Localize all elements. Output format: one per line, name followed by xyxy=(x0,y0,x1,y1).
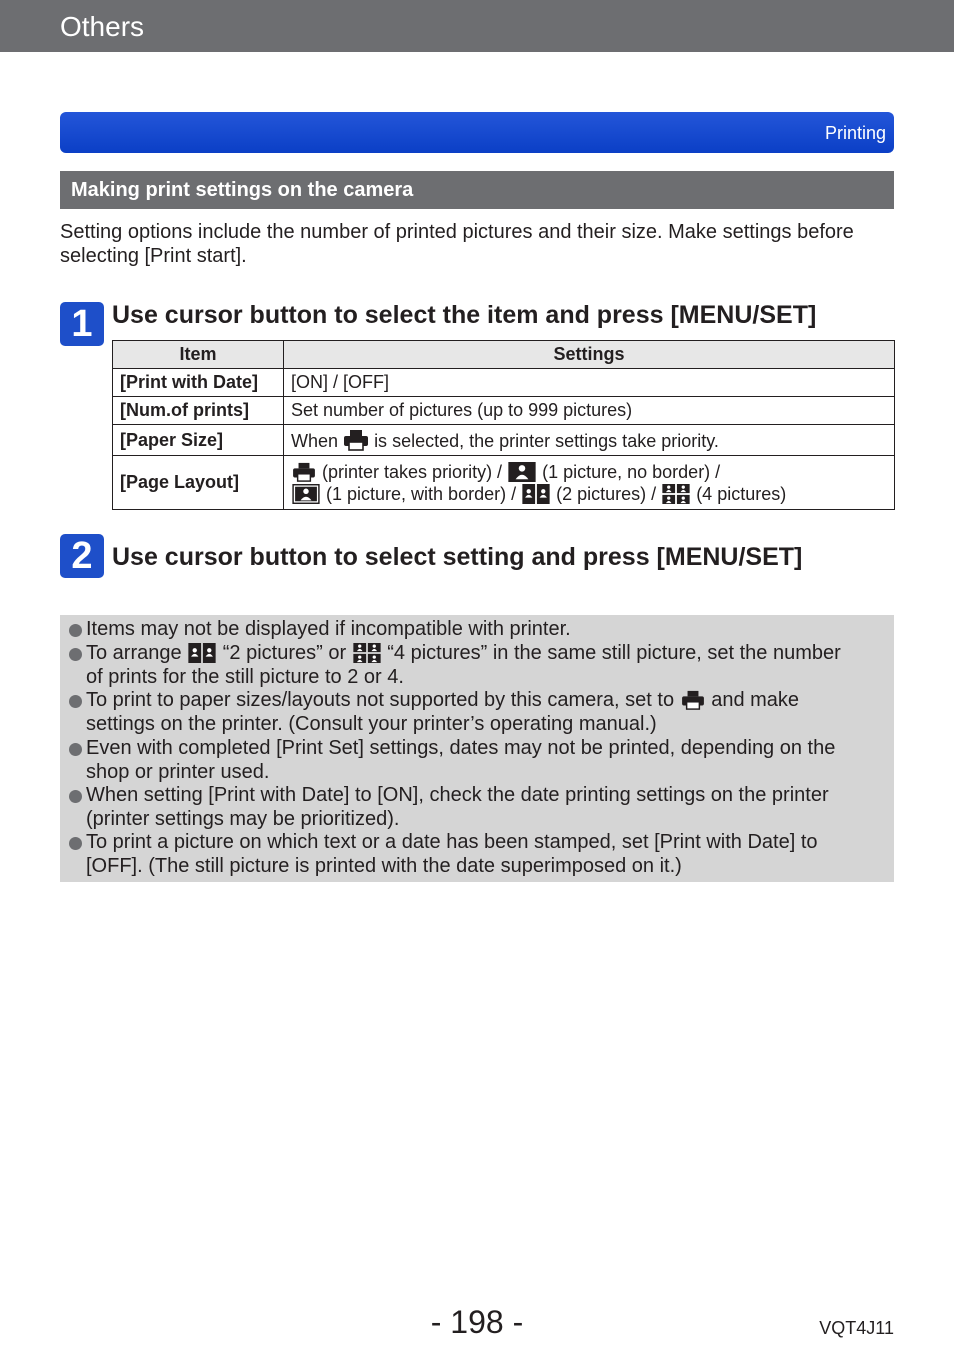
row-item: [Print with Date] xyxy=(113,369,284,397)
printer-icon xyxy=(343,429,369,451)
model-code: VQT4J11 xyxy=(819,1318,894,1338)
table-row xyxy=(113,369,895,397)
bullet-icon xyxy=(69,648,82,661)
list-item: Even with completed [Print Set] settings, dates may not be printed, depending on the shop or printer used. xyxy=(86,737,892,784)
bullet-icon xyxy=(69,624,82,637)
list-item: To print a picture on which text or a date has been stamped, set [Print with Date] to [OFF]. (The still picture is printed with the date superimposed on it.) xyxy=(86,831,892,878)
printer-icon xyxy=(680,690,706,710)
two-pictures-icon xyxy=(521,484,551,504)
one-picture-with-border-icon xyxy=(291,484,321,504)
list-item: When setting [Print with Date] to [ON], check the date printing settings on the printer (printer settings may be prioritized). xyxy=(86,784,892,831)
table-header-settings: Settings xyxy=(284,341,895,369)
list-item: Items may not be displayed if incompatible with printer. xyxy=(86,618,892,642)
settings-table xyxy=(112,340,895,510)
table-row xyxy=(113,425,895,456)
step-1-badge: 1 xyxy=(60,302,104,346)
table-header-item: Item xyxy=(113,341,284,369)
page-number: - 198 - xyxy=(430,1304,524,1340)
four-pictures-icon xyxy=(352,643,382,663)
step-2-title: Use cursor button to select setting and press [MENU/SET] xyxy=(112,543,803,571)
header-bar xyxy=(0,0,954,52)
category-label: Printing xyxy=(824,123,886,143)
one-picture-no-border-icon xyxy=(507,462,537,482)
row-item: [Page Layout] xyxy=(113,456,284,510)
bullet-icon xyxy=(69,790,82,803)
row-item: [Num.of prints] xyxy=(113,397,284,425)
bullet-icon xyxy=(69,837,82,850)
section-title-bar xyxy=(60,171,894,209)
printer-icon xyxy=(291,462,317,482)
notes-box xyxy=(60,615,894,882)
row-item: [Paper Size] xyxy=(113,425,284,456)
step-1-title: Use cursor button to select the item and press [MENU/SET] xyxy=(112,301,817,329)
category-banner xyxy=(60,112,894,153)
row-setting: When is selected, the printer settings take priority. xyxy=(284,425,895,456)
table-row xyxy=(113,397,895,425)
row-setting: Set number of pictures (up to 999 pictures) xyxy=(284,397,895,425)
row-setting: [ON] / [OFF] xyxy=(284,369,895,397)
list-item: To arrange “2 pictures” or “4 pictures” in the same still picture, set the number of prints for the still picture to 2 or 4. xyxy=(86,642,892,689)
two-pictures-icon xyxy=(187,643,217,663)
step-2-badge: 2 xyxy=(60,534,104,578)
intro-text: Setting options include the number of printed pictures and their size. Make settings before selecting [Print start]. xyxy=(60,221,854,267)
row-setting: (printer takes priority) / (1 picture, no border) / (1 picture, with border) / (2 pictures) / (4 pictures) xyxy=(284,456,895,510)
section-title: Making print settings on the camera xyxy=(71,179,414,201)
bullet-icon xyxy=(69,695,82,708)
section-label: Others xyxy=(60,11,145,42)
list-item: To print to paper sizes/layouts not supported by this camera, set to and make settings on the printer. (Consult your printer’s operating manual.) xyxy=(86,689,892,736)
table-header-row xyxy=(113,341,895,369)
table-row xyxy=(113,456,895,510)
four-pictures-icon xyxy=(661,484,691,504)
bullet-icon xyxy=(69,743,82,756)
